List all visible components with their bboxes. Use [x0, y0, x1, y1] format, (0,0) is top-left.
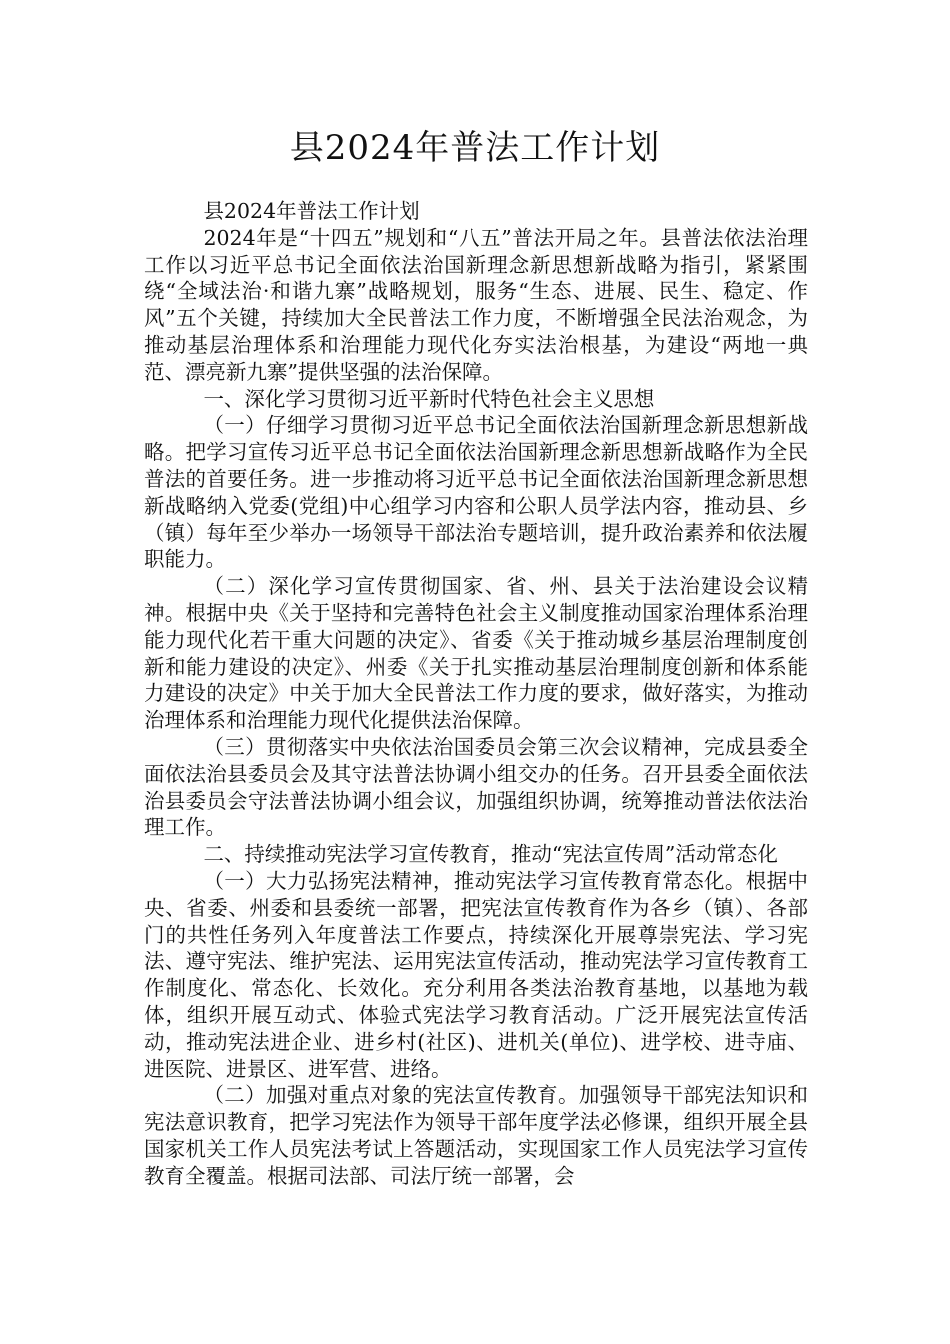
document-body [144, 198, 808, 1189]
section-1-item-3: （三）贯彻落实中央依法治国委员会第三次会议精神，完成县委全面依法治县委员会及其守法普法协调小组交办的任务。召开县委全面依法治县委员会守法普法协调小组会议，加强组织协调，统筹推动普法依法治理工作。 [144, 734, 808, 840]
intro-paragraph: 2024年是“十四五”规划和“八五”普法开局之年。县普法依法治理工作以习近平总书记全面依法治国新理念新思想新战略为指引，紧紧围绕“全域法治·和谐九寨”战略规划，服务“生态、进展、民生、稳定、作风”五个关键，持续加大全民普法工作力度，不断增强全民法治观念，为推动基层治理体系和治理能力现代化夯实法治根基，为建设“两地一典范、漂亮新九寨”提供坚强的法治保障。 [144, 225, 808, 384]
section-1-item-1: （一）仔细学习贯彻习近平总书记全面依法治国新理念新思想新战略。把学习宣传习近平总书记全面依法治国新理念新思想新战略作为全民普法的首要任务。进一步推动将习近平总书记全面依法治国新理念新思想新战略纳入党委(党组)中心组学习内容和公职人员学法内容，推动县、乡（镇）每年至少举办一场领导干部法治专题培训，提升政治素养和依法履职能力。 [144, 413, 808, 572]
section-heading-2: 二、持续推动宪法学习宣传教育，推动“宪法宣传周”活动常态化 [203, 842, 778, 867]
section-2-item-1: （一）大力弘扬宪法精神，推动宪法学习宣传教育常态化。根据中央、省委、州委和县委统一部署，把宪法宣传教育作为各乡（镇）、各部门的共性任务列入年度普法工作要点，持续深化开展尊崇宪法、学习宪法、遵守宪法、维护宪法、运用宪法宣传活动，推动宪法学习宣传教育工作制度化、常态化、长效化。充分利用各类法治教育基地，以基地为载体，组织开展互动式、体验式宪法学习教育活动。广泛开展宪法宣传活动，推动宪法进企业、进乡村(社区)、进机关(单位)、进学校、进寺庙、进医院、进景区、进军营、进络。 [144, 868, 808, 1081]
document-title: 县2024年普法工作计划 [289, 128, 661, 168]
section-2-item-2: （二）加强对重点对象的宪法宣传教育。加强领导干部宪法知识和宪法意识教育，把学习宪法作为领导干部年度学法必修课，组织开展全县国家机关工作人员宪法考试上答题活动，实现国家工作人员宪法学习宣传教育全覆盖。根据司法部、司法厅统一部署，会 [144, 1083, 808, 1188]
subtitle-paragraph: 县2024年普法工作计划 [203, 199, 420, 223]
section-1-item-2: （二）深化学习宣传贯彻国家、省、州、县关于法治建设会议精神。根据中央《关于坚持和完善特色社会主义制度推动国家治理体系治理能力现代化若干重大问题的决定》、省委《关于推动城乡基层治理制度创新和能力建设的决定》、州委《关于扎实推动基层治理制度创新和体系能力建设的决定》中关于加大全民普法工作力度的要求，做好落实，为推动治理体系和治理能力现代化提供法治保障。 [144, 574, 808, 733]
section-heading-1: 一、深化学习贯彻习近平新时代特色社会主义思想 [203, 386, 655, 411]
